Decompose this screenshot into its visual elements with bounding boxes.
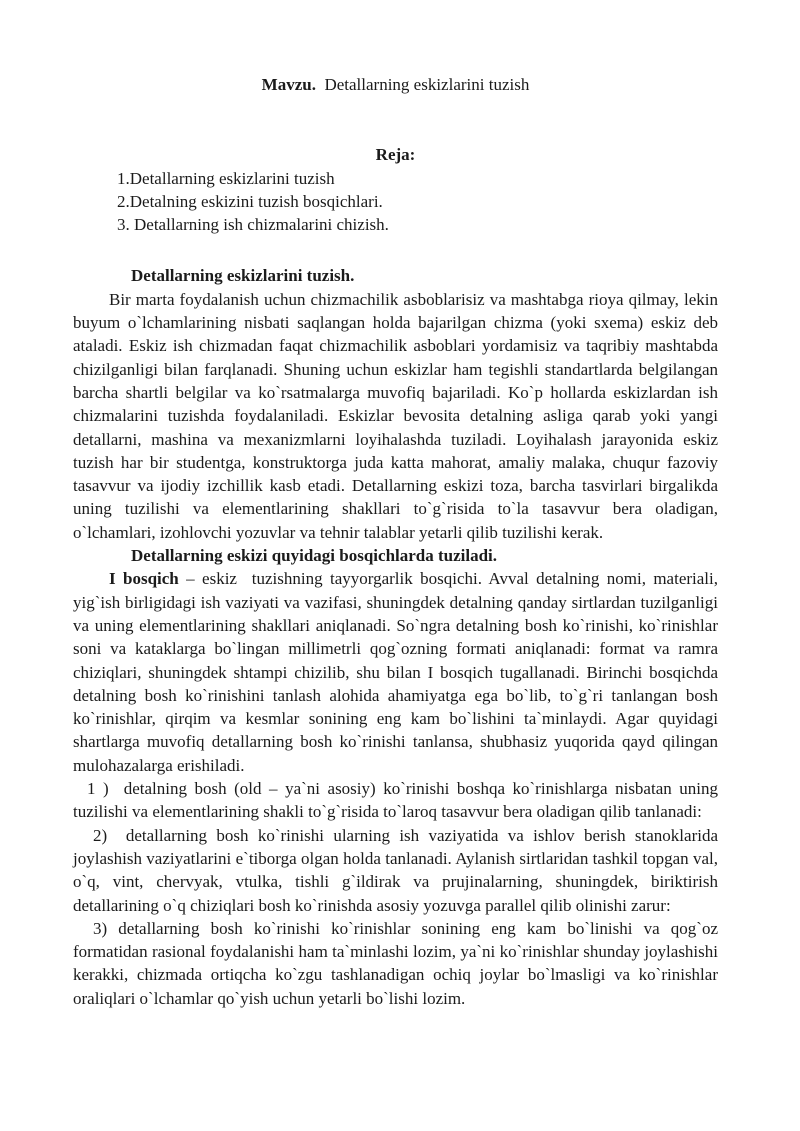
stage-label: I bosqich [109, 569, 179, 589]
plan-list [73, 167, 718, 237]
plan-item-2: 2.Detalning eskizini tuzish bosqichlari. [117, 191, 383, 211]
plan-item-1: 1.Detallarning eskizlarini tuzish [117, 168, 335, 188]
condition-item-1: 1 ) detalning bosh (old – ya`ni asosiy) ko`rinishi boshqa ko`rinishlarga nisbatan uning tuzilishi va elementlarining shakli to`g`risida to`laroq tasavvur bera oladigan qilib tanlanadi: [73, 779, 718, 822]
plan-heading: Reja: [375, 145, 416, 165]
condition-item-3: 3) detallarning bosh ko`rinishi ko`rinishlar sonining eng kam bo`linishi va qog`oz formatidan rasional foydalanishi ham ta`minlashi lozim, ya`ni ko`rinishlar shunday joylashishi kerakki, chizmada ortiqcha ko`zgu tashlanadigan ochiq joylar bo`lmasligi va ko`rinishlar oraliqlari o`lchamlar qo`yish uchun yetarli bo`lishi lozim. [73, 918, 718, 1008]
plan-item-3: 3. Detallarning ish chizmalarini chizish. [117, 215, 389, 235]
page-title [73, 73, 718, 96]
condition-item-2: 2) detallarning bosh ko`rinishi ularning ish vaziyatida va ishlov berish stanoklarida joylashish vaziyatlarini e`tiborga olgan holda tanlanadi. Aylanish sirtlaridan tashkil topgan val, o`q, vint, chervyak, vtulka, tishli g`ildirak va prujinalarning, shuningdek, biriktirish detallarining o`q chiziqlari bosh ko`rinishda asosiy yozuvga parallel qilib olinishi zarur: [73, 825, 718, 915]
section2-heading: Detallarning eskizi quyidagi bosqichlarda tuziladi. [131, 546, 498, 566]
section1-heading: Detallarning eskizlarini tuzish. [131, 266, 355, 286]
stage-text: – eskiz tuzishning tayyorgarlik bosqichi. Avval detalning nomi, materiali, yig`ish birligidagi ish vaziyati va vazifasi, shuningdek detalning qanday sirtlardan tuzilganligi va uning elementlarining shakllari aniqlanadi. So`ngra detalning bosh ko`rinishi, ko`rinishlar soni va kataklarga bo`lingan millimetrli qog`ozning formati aniqlanadi: format va ramra chiziqlari, shuningdek shtampi chizilib, shu bilan I bosqich tugallanadi. Birinchi bosqichda detalning bosh ko`rinishini tanlash alohida ahamiyatga ega bo`lib, to`g`ri tanlangan bosh ko`rinishlar, qirqim va kesmlar sonining eng kam bo`lishini ta`minlaydi. Agar quyidagi shartlarga muvofiq detallarning bosh ko`rinishi tanlansa, shubhasiz yuqorida qayd qilingan mulohazalarga erishiladi. [73, 569, 719, 775]
section2-stage-paragraph [73, 567, 718, 777]
section1-paragraph: Bir marta foydalanish uchun chizmachilik asboblarisiz va mashtabga rioya qilmay, lekin buyum o`lchamlarining nisbati saqlangan holda bajarilgan chizma (yoki sxema) eskiz deb ataladi. Eskiz ish chizmadan faqat chizmachilik asboblari yordamisiz va taqribiy mashtabda chizilganligi bilan farqlanadi. Shuning uchun eskizlar ham tegishli standartlarda belgilangan barcha shartli belgilar va ko`rsatmalarga muvofiq bajariladi. Ko`p hollarda eskizlardan ish chizmalarini tuzishda foydalaniladi. Eskizlar bevosita detalning asliga qarab yoki yangi detallarni, mashina va mexanizmlarni loyihalashda tuziladi. Loyihalash jarayonida eskiz tuzish har bir studentga, konstruktorga juda katta mahorat, amaliy malaka, chuqur fazoviy tasavvur va ijodiy izchillik kasb etadi. Detallarning eskizi toza, barcha tasvirlari birgalikda uning tuzilishi va elementlarining shakllari to`g`risida to`la tasavvur bera oladigan, o`lchamlari, izohlovchi yozuvlar va tehnir talablar yetarli qilib tuzilishi kerak. [73, 289, 718, 542]
page-title-text: Detallarning eskizlarini tuzish [315, 75, 530, 94]
page-title-lead: Mavzu. [261, 75, 316, 94]
